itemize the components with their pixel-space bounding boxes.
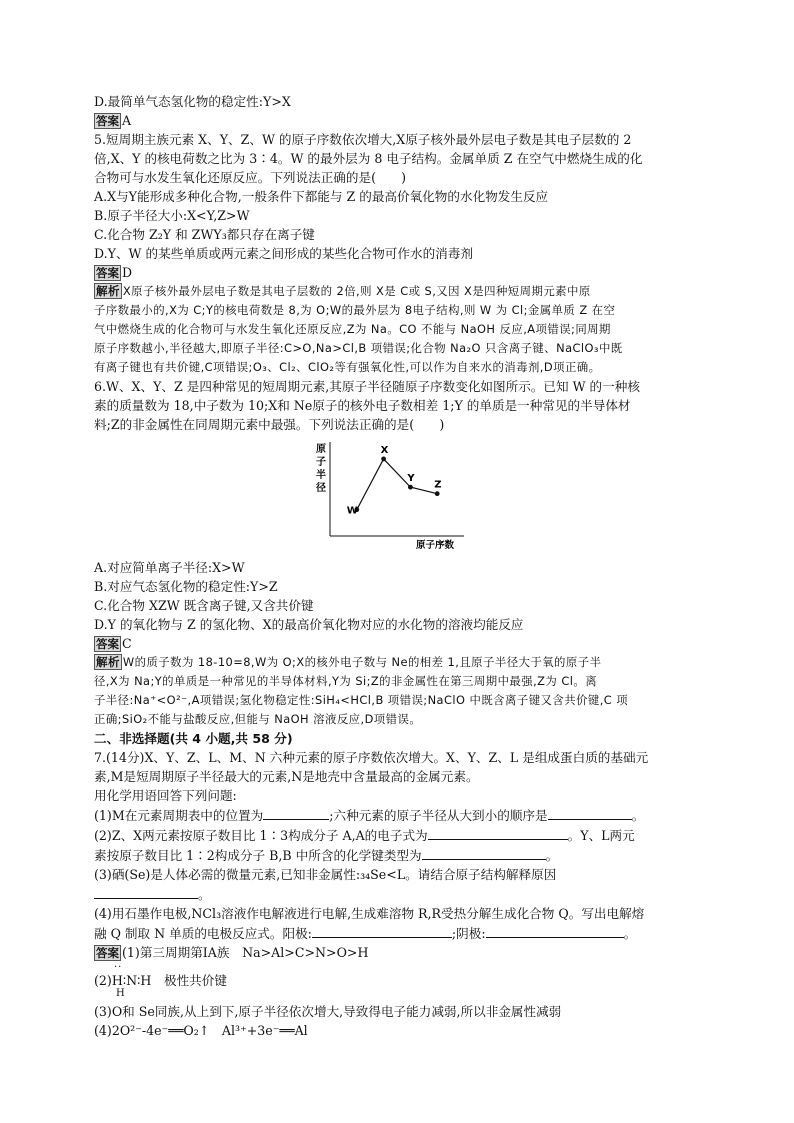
q6-analysis-line: 径,X为 Na;Y的单质是一种常见的半导体材料,Y为 Si;Z的非金属性在第三周期中最强,Z为 Cl。离 (94, 674, 598, 688)
q6-answer: C (122, 636, 132, 651)
point-label-w: W (346, 505, 358, 517)
answer-tag: 答案 (96, 637, 119, 651)
q7-stem: 素,M是短周期原子半径最大的元素,N是地壳中含量最高的金属元素。 (94, 769, 479, 784)
q7-part1: (1)M在元素周期表中的位置为 ;六种元素的原子半径从大到小的顺序是 。 (94, 805, 702, 825)
q5-analysis-line: 气中燃烧生成的化合物可与水发生氧化还原反应,Z为 Na。CO 不能与 NaOH 反应,A项错误;同周期 (94, 322, 611, 336)
y-axis-label: 原子半径 (316, 444, 326, 494)
series-line (357, 459, 437, 510)
q7-answer-4: (4)2O²⁻-4e⁻══O₂↑ Al³⁺+3e⁻══Al (94, 1023, 308, 1038)
answer-tag: 答案 (96, 114, 119, 128)
atomic-radius-chart (94, 438, 702, 554)
q5-answer: D (122, 265, 133, 280)
point-z (435, 491, 440, 496)
q6-analysis-line: 子半径:Na⁺<O²⁻,A项错误;氢化物稳定性:SiH₄<HCl,B 项错误;NaClO 中既含离子键又含共价键,C 项 (94, 693, 629, 707)
q5-stem: 合物可与水发生氧化还原反应。下列说法正确的是( ) (94, 170, 407, 185)
point-x (381, 457, 386, 462)
answer-blank[interactable] (312, 923, 452, 938)
q7-part2: (2)Z、X两元素按原子数目比 1∶3构成分子 A,A的电子式为 。Y、L两元 (94, 825, 702, 845)
analysis-tag: 解析 (96, 284, 120, 298)
q5-analysis-line: 子序数最小的,X为 C;Y的核电荷数是 8,为 O;W的最外层为 8电子结构,则 W 为 Cl;金属单质 Z 在空 (94, 303, 616, 317)
chart-svg (314, 438, 474, 554)
q7-part3: 。 (94, 884, 702, 904)
analysis-tag: 解析 (96, 655, 120, 669)
answer-blank[interactable] (422, 845, 546, 860)
q4-answer: A (122, 113, 132, 128)
q7-answer-3: (3)O和 Se同族,从上到下,原子半径依次增大,导致得电子能力减弱,所以非金属性减弱 (94, 1004, 562, 1019)
q7-stem: 7.(14分)X、Y、Z、L、M、N 六种元素的原子序数依次增大。X、Y、Z、L 是组成蛋白质的基础元 (94, 750, 649, 765)
electron-formula: ·· (2)H∶N∶H 极性共价键 H (94, 962, 227, 999)
x-axis-label: 原子序数 (416, 540, 455, 551)
q5-option-d: D.Y、W 的某些单质或两元素之间形成的某些化合物可作水的消毒剂 (94, 246, 473, 261)
q7-part4: 融 Q 制取 N 单质的电极反应式。阳极: ;阴极: 。 (94, 923, 702, 943)
q5-analysis-line: 解析 X原子核外最外层电子数是其电子层数的 2倍,则 X是 C或 S,又因 X是四种短周期元素中原 (96, 284, 591, 298)
q7-answer-line: 答案 (1)第三周期第ⅠA族 Na>Al>C>N>O>H (96, 945, 369, 960)
q6-option-b: B.对应气态氢化物的稳定性:Y>Z (94, 579, 278, 594)
q5-option-b: B.原子半径大小:X<Y,Z>W (94, 208, 250, 223)
point-label-z: Z (434, 479, 442, 491)
q6-stem: 料;Z的非金属性在同周期元素中最强。下列说法正确的是( ) (94, 417, 445, 432)
answer-blank[interactable] (548, 805, 632, 820)
q7-part3: (3)硒(Se)是人体必需的微量元素,已知非金属性:₃₄Se<L。请结合原子结构解释原因 (94, 867, 557, 882)
answer-tag: 答案 (96, 266, 119, 280)
q6-analysis-line: 解析 W的质子数为 18-10=8,W为 O;X的核外电子数与 Ne的相差 1,且原子半径大于氧的原子半 (96, 655, 602, 669)
q5-answer-line (94, 263, 702, 282)
q6-stem: 6.W、X、Y、Z 是四种常见的短周期元素,其原子半径随原子序数变化如图所示。已知 W 的一种核 (94, 379, 640, 394)
q5-option-a: A.X与Y能形成多种化合物,一般条件下都能与 Z 的最高价氧化物的水化物发生反应 (94, 189, 549, 204)
q6-option-a: A.对应简单离子半径:X>W (94, 560, 245, 575)
q7-part4: (4)用石墨作电极,NCl₃溶液作电解液进行电解,生成难溶物 R,R受热分解生成化合物 Q。写出电解熔 (94, 906, 645, 921)
point-label-x: X (380, 444, 389, 456)
q7-part2: 素按原子数目比 1∶2构成分子 B,B 中所含的化学键类型为 。 (94, 845, 702, 865)
q6-analysis-line: 正确;SiO₂不能与盐酸反应,但能与 NaOH 溶液反应,D项错误。 (94, 712, 422, 726)
q5-stem: 5.短周期主族元素 X、Y、Z、W 的原子序数依次增大,X原子核外最外层电子数是其电子层数的 2 (94, 132, 632, 147)
q5-stem: 倍,X、Y 的核电荷数之比为 3∶4。W 的最外层为 8 电子结构。金属单质 Z 在空气中燃烧生成的化 (94, 151, 643, 166)
q7-stem: 用化学用语回答下列问题: (94, 788, 237, 803)
q5-analysis-line: 原子序数越小,半径越大,即原子半径:C>O,Na>Cl,B 项错误;化合物 Na₂O 只含离子键、NaClO₃中既 (94, 341, 623, 355)
answer-blank[interactable] (486, 923, 624, 938)
q4-answer-line (94, 111, 702, 130)
q6-option-c: C.化合物 XZW 既含离子键,又含共价键 (94, 598, 314, 613)
q6-option-d: D.Y 的氧化物与 Z 的氢化物、X的最高价氧化物对应的水化物的溶液均能反应 (94, 617, 524, 632)
answer-blank[interactable] (94, 884, 198, 899)
q5-analysis-line: 有离子键也有共价键,C项错误;O₃、Cl₂、ClO₂等有强氧化性,可以作为自来水的消毒剂,D项正确。 (94, 360, 601, 374)
document-page (94, 92, 702, 1040)
answer-blank[interactable] (263, 805, 329, 820)
point-label-y: Y (407, 473, 415, 485)
answer-blank[interactable] (428, 825, 568, 840)
q6-answer-line (94, 634, 702, 653)
q6-stem: 素的质量数为 18,中子数为 10;X和 Ne原子的核外电子数相差 1;Y 的单质是一种常见的半导体材 (94, 398, 631, 413)
q5-option-c: C.化合物 Z₂Y 和 ZWY₃都只存在离子键 (94, 227, 315, 242)
point-y (408, 485, 413, 490)
section-heading: 二、非选择题(共 4 小题,共 58 分) (94, 731, 293, 746)
answer-tag: 答案 (96, 946, 119, 960)
q4-option-d: D.最简单气态氢化物的稳定性:Y>X (94, 94, 291, 109)
